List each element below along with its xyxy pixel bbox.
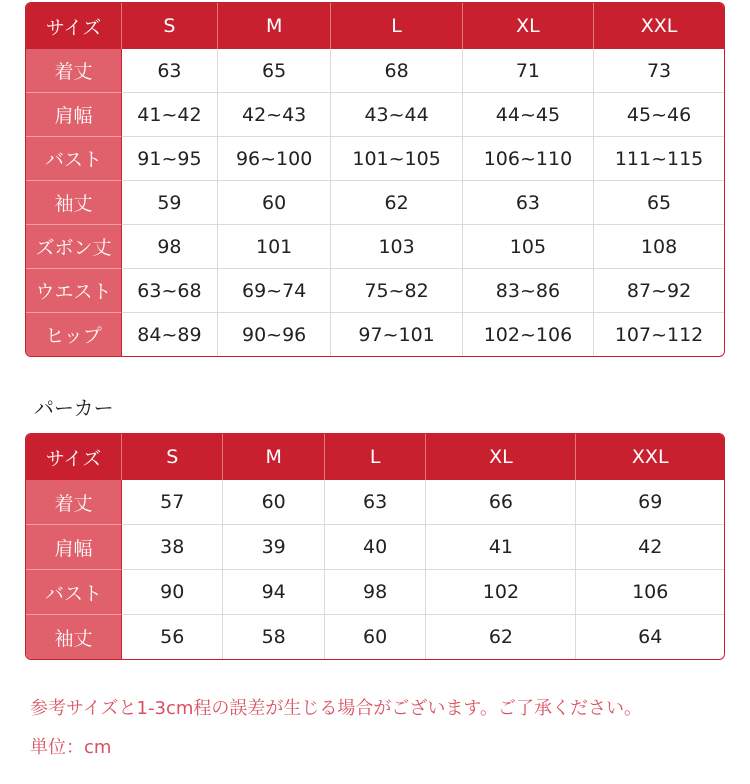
measurement-cell: 106~110 — [463, 137, 594, 181]
unit-note: 単位：cm — [30, 737, 112, 758]
measurement-cell: 69~74 — [218, 269, 332, 313]
measurement-cell: 96~100 — [218, 137, 332, 181]
size-note: 参考サイズと1-3cm程の誤差が生じる場合がございます。ご了承ください。 — [30, 698, 642, 719]
measurement-cell: 65 — [218, 49, 332, 93]
table-row — [26, 225, 724, 269]
size-header: XXL — [576, 434, 724, 480]
measurement-label: バスト — [26, 137, 122, 181]
table-row — [26, 480, 724, 525]
measurement-cell: 63 — [122, 49, 218, 93]
measurement-cell: 57 — [122, 480, 223, 525]
measurement-label: 肩幅 — [26, 525, 122, 570]
measurement-cell: 75~82 — [331, 269, 462, 313]
section-title-hoodie: パーカー — [34, 396, 114, 420]
measurement-cell: 98 — [122, 225, 218, 269]
measurement-label: ウエスト — [26, 269, 122, 313]
measurement-label: ヒップ — [26, 313, 122, 356]
measurement-cell: 42 — [576, 525, 724, 570]
measurement-cell: 108 — [594, 225, 724, 269]
measurement-cell: 111~115 — [594, 137, 724, 181]
measurement-cell: 56 — [122, 615, 223, 659]
measurement-cell: 94 — [223, 570, 324, 615]
measurement-cell: 90 — [122, 570, 223, 615]
measurement-cell: 45~46 — [594, 93, 724, 137]
measurement-cell: 60 — [218, 181, 332, 225]
measurement-cell: 102~106 — [463, 313, 594, 356]
measurement-cell: 62 — [426, 615, 576, 659]
measurement-cell: 60 — [325, 615, 426, 659]
table-row — [26, 181, 724, 225]
measurement-cell: 66 — [426, 480, 576, 525]
table-row — [26, 313, 724, 356]
table-row — [26, 93, 724, 137]
measurement-label: ズボン丈 — [26, 225, 122, 269]
measurement-cell: 107~112 — [614, 323, 704, 346]
measurement-label: 着丈 — [26, 480, 122, 525]
measurement-cell: 65 — [594, 181, 724, 225]
measurement-cell: 60 — [223, 480, 324, 525]
measurement-cell: 63 — [325, 480, 426, 525]
measurement-cell: 41~42 — [122, 93, 218, 137]
measurement-cell: 106 — [576, 570, 724, 615]
table-row — [26, 137, 724, 181]
measurement-label: 袖丈 — [26, 615, 122, 659]
size-header: XL — [463, 3, 594, 49]
size-header: XXL — [594, 3, 724, 49]
size-header: M — [218, 3, 332, 49]
size-header: L — [325, 434, 426, 480]
measurement-cell: 44~45 — [463, 93, 594, 137]
size-label-header: サイズ — [26, 3, 122, 49]
measurement-cell: 42~43 — [218, 93, 332, 137]
measurement-cell: 103 — [331, 225, 462, 269]
measurement-label: バスト — [26, 570, 122, 615]
measurement-cell: 101 — [218, 225, 332, 269]
size-header: XL — [426, 434, 576, 480]
measurement-cell: 87~92 — [594, 269, 724, 313]
table-row — [26, 269, 724, 313]
table-row — [26, 615, 724, 659]
table-row — [26, 49, 724, 93]
measurement-cell: 97~101 — [331, 313, 462, 356]
measurement-cell: 64 — [638, 626, 663, 648]
measurement-cell: 102 — [426, 570, 576, 615]
measurement-cell: 69 — [576, 480, 724, 525]
measurement-cell: 83~86 — [463, 269, 594, 313]
measurement-cell: 43~44 — [331, 93, 462, 137]
measurement-label: 肩幅 — [26, 93, 122, 137]
measurement-cell: 101~105 — [331, 137, 462, 181]
measurement-cell: 90~96 — [218, 313, 332, 356]
size-table-main — [25, 2, 725, 357]
table-row — [26, 525, 724, 570]
measurement-cell: 71 — [463, 49, 594, 93]
measurement-cell: 73 — [594, 49, 724, 93]
measurement-cell: 41 — [426, 525, 576, 570]
measurement-cell: 40 — [325, 525, 426, 570]
measurement-cell: 62 — [331, 181, 462, 225]
measurement-cell: 39 — [223, 525, 324, 570]
measurement-cell: 84~89 — [122, 313, 218, 356]
measurement-cell: 98 — [325, 570, 426, 615]
measurement-cell: 63 — [463, 181, 594, 225]
size-header: L — [331, 3, 462, 49]
measurement-label: 着丈 — [26, 49, 122, 93]
size-header: S — [122, 434, 223, 480]
size-label-header: サイズ — [26, 434, 122, 480]
measurement-cell: 58 — [223, 615, 324, 659]
measurement-cell: 38 — [122, 525, 223, 570]
measurement-cell: 91~95 — [122, 137, 218, 181]
measurement-cell: 59 — [122, 181, 218, 225]
size-header: M — [223, 434, 324, 480]
measurement-cell: 63~68 — [122, 269, 218, 313]
measurement-label: 袖丈 — [26, 181, 122, 225]
size-header: S — [122, 3, 218, 49]
measurement-cell: 68 — [331, 49, 462, 93]
table-row — [26, 570, 724, 615]
measurement-cell: 105 — [463, 225, 594, 269]
size-table-hoodie — [25, 433, 725, 660]
